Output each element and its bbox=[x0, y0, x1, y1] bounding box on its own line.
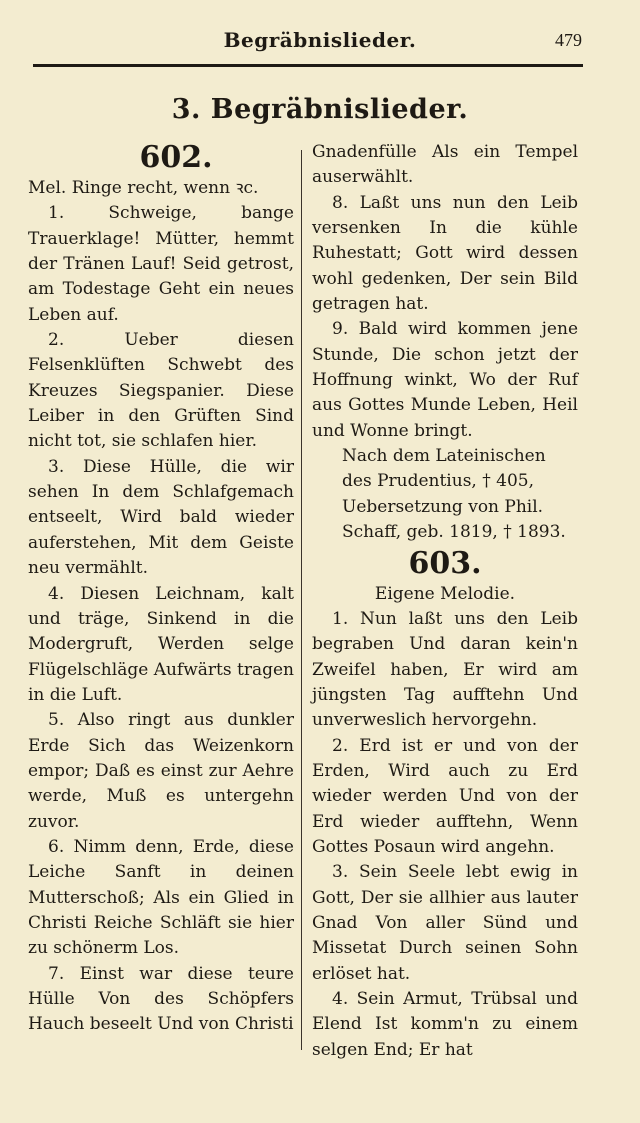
section-title: 3. Begräbnislieder. bbox=[171, 94, 469, 125]
header-rule bbox=[33, 64, 583, 67]
verse-602-7: 7. Einst war diese teure Hülle Von des Schöpfers Hauch beseelt Und von Christi bbox=[28, 963, 294, 1035]
page-number: 479 bbox=[555, 30, 582, 50]
verse-602-2: 2. Ueber diesen Felsenklüften Schwebt des Kreuzes Siegspanier. Diese Leiber in den Grüften Sind nicht tot, sie schlafen hier. bbox=[28, 330, 294, 452]
verse-603-4: 4. Sein Armut, Trübsal und Elend Ist komm'n zu einem selgen End; Er hat bbox=[312, 989, 578, 1060]
verse-602-4: 4. Diesen Leichnam, kalt und träge, Sinkend in die Modergruft, Werden selge Flügelschläge Aufwärts tragen in die Luft. bbox=[28, 583, 294, 705]
verse-603-2: 2. Erd ist er und von der Erden, Wird auch zu Erd wieder werden Und von der Erd wieder aufftehn, Wenn Gottes Posaun wird angehn. bbox=[312, 735, 578, 857]
verse-603-3: 3. Sein Seele lebt ewig in Gott, Der sie allhier aus lauter Gnad Von aller Sünd und Missetat Durch seinen Sohn erlöset hat. bbox=[312, 862, 578, 984]
source-note-602: Nach dem Lateinischen des Prudentius, † 405, Uebersetzung von Phil. Schaff, geb. 1819, † 1893. bbox=[342, 446, 566, 543]
verse-602-9: 9. Bald wird kommen jene Stunde, Die schon jetzt der Hoffnung winkt, Wo der Ruf aus Gottes Munde Leben, Heil und Wonne bringt. bbox=[312, 319, 578, 441]
left-column bbox=[28, 140, 294, 1038]
running-header bbox=[0, 28, 640, 58]
verse-602-8: 8. Laßt uns nun den Leib versenken In die kühle Ruhestatt; Gott wird dessen wohl gedenken, Der sein Bild getragen hat. bbox=[312, 192, 578, 315]
verse-602-3: 3. Diese Hülle, die wir sehen In dem Schlafgemach entseelt, Wird bald wieder auferstehen, Mit dem Geiste neu vermählt. bbox=[28, 456, 294, 579]
verse-602-1: 1. Schweige, bange Trauerklage! Mütter, hemmt der Tränen Lauf! Seid getrost, am Todestage Geht ein neues Leben auf. bbox=[28, 203, 294, 325]
running-title: Begräbnislieder. bbox=[223, 28, 417, 52]
melody-line-603: Eigene Melodie. bbox=[374, 583, 516, 604]
column-divider bbox=[301, 150, 302, 1050]
hymn-number-603: 603. bbox=[408, 545, 482, 581]
verse-602-6: 6. Nimm denn, Erde, diese Leiche Sanft in deinen Mutterschoß; Als ein Glied in Christi Reiche Schläft sie hier zu schönerm Los. bbox=[28, 836, 294, 959]
hymn-number-602: 602. bbox=[139, 140, 213, 175]
right-column bbox=[312, 140, 578, 1063]
verse-602-7-continuation: Gnadenfülle Als ein Tempel auserwählt. bbox=[312, 142, 578, 188]
verse-602-5: 5. Also ringt aus dunkler Erde Sich das Weizenkorn empor; Daß es einst zur Aehre werde, Muß es untergehn zuvor. bbox=[28, 710, 294, 832]
melody-line-602: Mel. Ringe recht, wenn ꝛc. bbox=[28, 178, 259, 198]
verse-603-1: 1. Nun laßt uns den Leib begraben Und daran kein'n Zweifel haben, Er wird am jüngsten Tag aufftehn Und unverweslich hervorgehn. bbox=[312, 608, 578, 731]
